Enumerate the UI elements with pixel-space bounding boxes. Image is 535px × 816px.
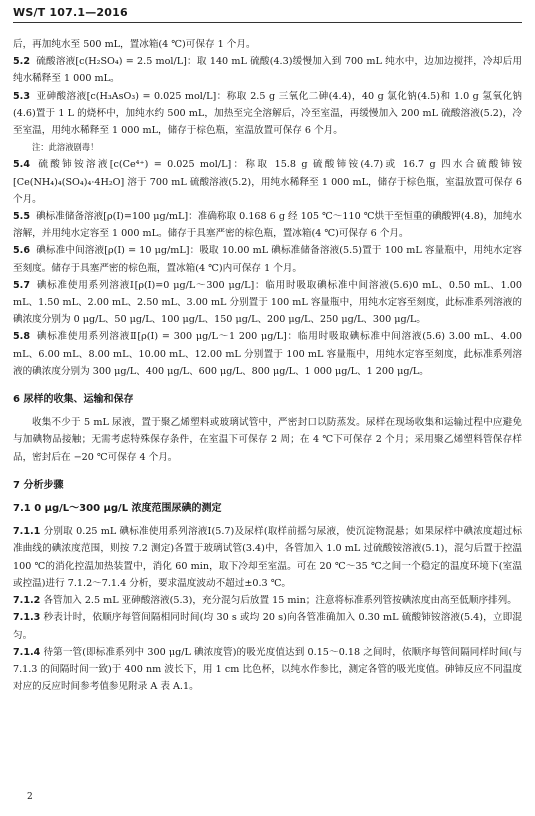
clause-number: 7.1.1	[13, 526, 41, 538]
clause-number: 5.8	[13, 331, 30, 343]
clause-text: 硫酸铈铵溶液[c(Ce⁴⁺) = 0.025 mol/L]：称取 15.8 g 硫酸铈铵(4.7)或 16.7 g 四水合硫酸铈铵[Ce(NH₄)₄(SO₄)₄·4H₂O] 溶于 700 mL 硫酸溶液(5.2)，用纯水稀释至 1 000 mL，储存于棕色瓶，室温放置可保存 6 个月。	[13, 159, 522, 205]
clause-5-3	[13, 88, 522, 140]
clause-5-4	[13, 156, 522, 208]
clause-number: 5.6	[13, 245, 30, 257]
clause-text: 各管加入 2.5 mL 亚砷酸溶液(5.3)，充分混匀后放置 15 min；注意将标准系列管按碘浓度由高至低顺序排列。	[43, 595, 517, 607]
clause-text: 碘标准中间溶液[ρ(I) = 10 μg/mL]：吸取 10.00 mL 碘标准储备溶液(5.5)置于 100 mL 容量瓶中，用纯水定容至刻度。储存于具塞严密的棕色瓶，置冰箱(4 ℃)内可保存 1 个月。	[13, 245, 522, 274]
standard-code-header: WS/T 107.1—2016	[13, 6, 128, 19]
clause-number: 5.2	[13, 56, 30, 68]
clause-number: 7.1.4	[13, 646, 41, 658]
clause-text: 硫酸溶液[c(H₂SO₄) = 2.5 mol/L]：取 140 mL 硫酸(4.3)缓慢加入到 700 mL 纯水中，边加边搅拌，冷却后用纯水稀释至 1 000 mL。	[13, 56, 522, 85]
spacer	[13, 380, 522, 391]
clause-text: 分别取 0.25 mL 碘标准使用系列溶液Ⅰ(5.7)及尿样(取样前摇匀尿液，使沉淀物混悬；如果尿样中碘浓度超过标准曲线的碘浓度范围，则按 7.2 测定)各置于玻璃试管(3.4)中，各管加入 1.0 mL 过硫酸铵溶液(5.1)，混匀后置于控温 100 ℃的消化控温加热装置中，消化 60 min，取下冷却至室温。可在 20 ℃～35 ℃之间一个稳定的温度环境下(室温或控温)进行 7.1.2～7.1.4 分析，要求温度波动不超过±0.3 ℃。	[13, 526, 522, 589]
clause-number: 5.4	[13, 159, 30, 171]
clause-number: 5.3	[13, 90, 30, 102]
clause-5-5	[13, 208, 522, 242]
clause-text: 碘标准使用系列溶液Ⅰ[ρ(I)=0 μg/L～300 μg/L]：临用时吸取碘标准中间溶液(5.6)0 mL、0.50 mL、1.00 mL、1.50 mL、2.00 mL、2.50 mL、3.00 mL 分别置于 100 mL 容量瓶中，用纯水定容至刻度，此标准系列溶液的碘浓度分别为 0 μg/L、50 μg/L、100 μg/L、150 μg/L、200 μg/L、250 μg/L、300 μg/L。	[13, 279, 522, 326]
clause-7-1-2	[13, 592, 522, 609]
clause-text: 亚砷酸溶液[c(H₃AsO₃) = 0.025 mol/L]：称取 2.5 g 三氧化二砷(4.4)，40 g 氯化钠(4.5)和 1.0 g 氢氧化钠(4.6)置于 1 L 的烧杯中，加纯水约 500 mL，加热至完全溶解后，冷至室温，再缓慢加入 200 mL 硫酸溶液(5.2)，冷至室温，用纯水稀释至 1 000 mL，储存于棕色瓶，室温放置可保存 6 个月。	[13, 90, 522, 137]
paragraph-continuation: 后，再加纯水至 500 mL，置冰箱(4 ℃)可保存 1 个月。	[13, 39, 256, 50]
clause-number: 5.7	[13, 279, 30, 291]
clause-5-7	[13, 277, 522, 329]
section-6-heading: 6 尿样的收集、运输和保存	[13, 394, 134, 406]
clause-7-1-4	[13, 644, 522, 696]
clause-number: 7.1.2	[13, 595, 41, 607]
clause-number: 5.5	[13, 211, 30, 223]
page-number: 2	[27, 792, 33, 802]
section-6-body: 收集不少于 5 mL 尿液，置于聚乙烯塑料或玻璃试管中，严密封口以防蒸发。尿样在现场收集和运输过程中应避免与加碘物品接触；无需考虑特殊保存条件，在室温下可保存 2 周；在 4 ℃下可保存 2 个月；采用聚乙烯塑料管保存样品，密封后在 −20 ℃可保存 4 个月。	[13, 417, 522, 463]
spacer	[13, 466, 522, 477]
clause-text: 碘标准使用系列溶液Ⅱ[ρ(I) = 300 μg/L～1 200 μg/L]：临用时吸取碘标准中间溶液(5.6) 3.00 mL、4.00 mL、6.00 mL、8.00 mL、10.00 mL、12.00 mL 分别置于 100 mL 容量瓶中，用纯水定容至刻度，此标准系列溶液的碘浓度分别为 300 μg/L、400 μg/L、600 μg/L、800 μg/L、1 000 μg/L、1 200 μg/L。	[13, 331, 522, 377]
clause-text: 碘标准储备溶液[ρ(I)=100 μg/mL]：准确称取 0.168 6 g 经 105 ℃～110 ℃烘干至恒重的碘酸钾(4.8)，加纯水溶解，并用纯水定容至 1 000 mL。储存于具塞严密的棕色瓶，置冰箱(4 ℃)可保存 6 个月。	[13, 211, 522, 240]
warning-note: 注：此溶液剧毒！	[32, 142, 99, 153]
clause-text: 待第一管(即标准系列中 300 μg/L 碘浓度管)的吸光度值达到 0.15～0.18 之间时，依顺序每管间隔同样时间(与 7.1.3 的间隔时间一致)于 400 nm 波长下，用 1 cm 比色杯，以纯水作参比，测定各管的吸光度值。砷铈反应不同温度对应的反应时间参考值参见附录 A 表 A.1。	[13, 646, 522, 693]
section-7-heading: 7 分析步骤	[13, 479, 64, 491]
header-rule	[13, 22, 522, 23]
clause-5-8	[13, 328, 522, 380]
clause-5-2	[13, 53, 522, 87]
clause-7-1-1	[13, 523, 522, 592]
clause-text: 秒表计时，依顺序每管间隔相同时间(均 30 s 或均 20 s)向各管准确加入 0.30 mL 硫酸铈铵溶液(5.4)，立即混匀。	[13, 612, 522, 641]
clause-7-1-3	[13, 609, 522, 643]
section-7-1-heading: 7.1 0 μg/L～300 μg/L 浓度范围尿碘的测定	[13, 503, 222, 515]
clause-5-6	[13, 242, 522, 276]
document-body	[13, 36, 522, 695]
clause-number: 7.1.3	[13, 612, 41, 624]
